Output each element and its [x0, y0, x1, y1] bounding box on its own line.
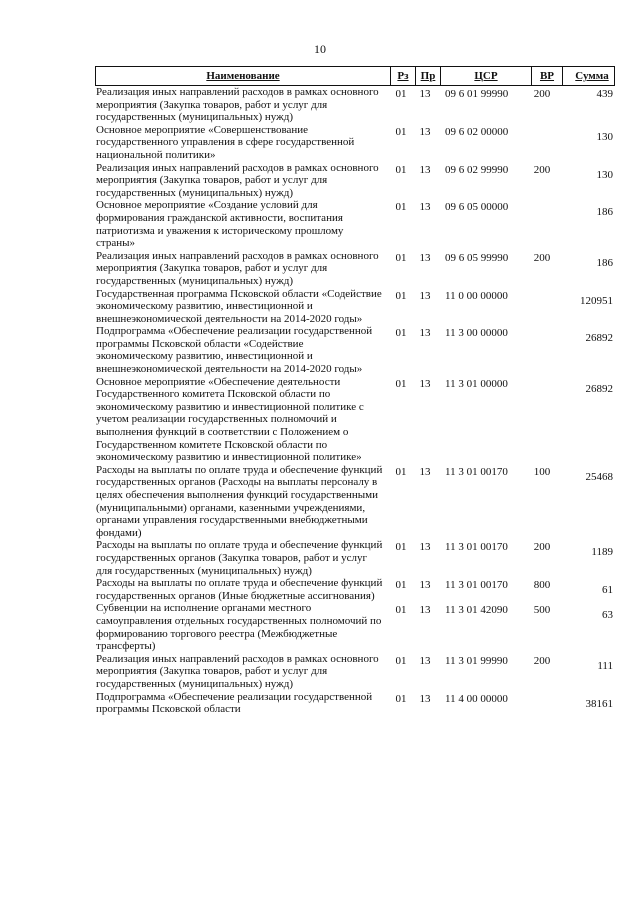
- row-sum: 26892: [585, 332, 613, 345]
- row-rz: 01: [395, 692, 407, 705]
- row-name: Основное мероприятие «Создание условий для формирования гражданской активности, воспитания патриотизма и уважения к историческому прошлому страны»: [96, 199, 344, 250]
- row-name: Субвенции на исполнение органами местного самоуправления отдельных государственных полномочий по формированию торгового реестра (Межбюджетные трансферты): [96, 602, 382, 653]
- row-rz: 01: [395, 377, 407, 390]
- header-vr: ВР: [532, 67, 563, 85]
- row-name: Основное мероприятие «Совершенствование государственного управления в сфере государственной национальной политики»: [96, 123, 355, 161]
- row-vr: [527, 288, 557, 326]
- table-row: [95, 691, 615, 716]
- row-sum: 61: [602, 584, 613, 597]
- table-row: [95, 325, 615, 375]
- header-rz: Рз: [391, 67, 416, 85]
- row-vr: [527, 325, 557, 375]
- row-name: Подпрограмма «Обеспечение реализации государственной программы Псковской области: [96, 690, 373, 716]
- row-rz: 01: [395, 163, 407, 176]
- row-sum: 38161: [585, 697, 613, 710]
- row-name: Подпрограмма «Обеспечение реализации государственной программы Псковской области «Содействие экономическому развитию, инвестиционной и внешнеэкономической деятельности на 2014-2020 годы»: [96, 325, 373, 376]
- row-sum: 63: [602, 609, 613, 622]
- row-csr: 11 3 01 99990: [445, 654, 508, 667]
- row-sum: 1189: [591, 546, 613, 559]
- row-vr: 100: [533, 465, 551, 478]
- table-row: [95, 288, 615, 326]
- row-sum: 186: [596, 206, 613, 219]
- row-csr: 11 3 01 00170: [445, 579, 508, 592]
- row-rz: 01: [395, 604, 407, 617]
- row-rz: 01: [395, 251, 407, 264]
- row-csr: 09 6 02 99990: [445, 163, 509, 176]
- row-name: Расходы на выплаты по оплате труда и обеспечение функций государственных органов (Расходы на выплаты персоналу в целях обеспечения выполнения функций государственными (муниципальными) органами, казенными учреждениями, органами управления государственными внебюджетными фондами): [96, 463, 383, 539]
- row-pr: 13: [419, 88, 431, 100]
- table-row: [95, 162, 615, 200]
- row-pr: 13: [419, 377, 431, 390]
- row-name: Государственная программа Псковской области «Содействие экономическому развитию, инвестиционной и внешнеэкономической деятельности на 2014-2020 годы»: [96, 287, 382, 325]
- row-vr: 200: [533, 251, 551, 264]
- row-vr: 200: [533, 541, 551, 554]
- header-csr: ЦСР: [441, 67, 532, 85]
- header-name: Наименование: [96, 67, 391, 85]
- row-pr: 13: [419, 163, 431, 176]
- row-sum: 26892: [585, 382, 613, 395]
- row-pr: 13: [419, 125, 431, 138]
- row-vr: 200: [533, 654, 551, 667]
- row-rz: 01: [395, 88, 407, 100]
- row-pr: 13: [419, 251, 431, 264]
- table-row: [95, 86, 615, 124]
- row-vr: 200: [533, 163, 551, 176]
- row-csr: 09 6 05 99990: [445, 251, 509, 264]
- row-sum: 25468: [585, 470, 613, 483]
- table-row: [95, 464, 615, 540]
- row-vr: 200: [533, 88, 551, 100]
- row-name: Основное мероприятие «Обеспечение деятельности Государственного комитета Псковской области по экономическому развитию и инвестиционной политике с учетом реализации государственных полномочий и выполнения функций в соответствии с Положением о Государственном комитете Псковской области по экономическому развитию и инвестиционной политике»: [96, 375, 364, 464]
- row-sum: 186: [596, 256, 613, 269]
- row-sum: 439: [596, 88, 613, 100]
- row-csr: 11 4 00 00000: [445, 692, 508, 705]
- row-vr: [527, 376, 557, 464]
- row-vr: 800: [533, 579, 551, 592]
- row-pr: 13: [419, 201, 431, 214]
- table-row: [95, 199, 615, 249]
- table-header: [95, 66, 615, 86]
- table-row: [95, 602, 615, 652]
- row-name: Реализация иных направлений расходов в рамках основного мероприятия (Закупка товаров, работ и услуг для государственных (муниципальных) нужд): [96, 652, 379, 690]
- table-row: [95, 376, 615, 464]
- row-vr: [527, 199, 557, 249]
- row-pr: 13: [419, 579, 431, 592]
- row-csr: 09 6 02 00000: [445, 125, 509, 138]
- row-csr: 11 3 01 00170: [445, 465, 508, 478]
- row-name: Реализация иных направлений расходов в рамках основного мероприятия (Закупка товаров, работ и услуг для государственных (муниципальных) нужд): [96, 249, 379, 287]
- table-row: [95, 539, 615, 577]
- row-rz: 01: [395, 654, 407, 667]
- table-row: [95, 653, 615, 691]
- row-csr: 11 3 01 00000: [445, 377, 508, 390]
- row-name: Расходы на выплаты по оплате труда и обеспечение функций государственных органов (Закупка товаров, работ и услуг для государственных (муниципальных) нужд): [96, 539, 383, 577]
- budget-table: [95, 66, 615, 716]
- row-vr: [527, 691, 557, 716]
- row-pr: 13: [419, 604, 431, 617]
- table-row: [95, 124, 615, 162]
- row-rz: 01: [395, 579, 407, 592]
- row-csr: 09 6 01 99990: [445, 88, 509, 100]
- row-sum: 130: [596, 168, 613, 181]
- row-sum: 111: [597, 659, 613, 672]
- row-rz: 01: [395, 289, 407, 302]
- row-rz: 01: [395, 465, 407, 478]
- table-row: [95, 250, 615, 288]
- row-rz: 01: [395, 125, 407, 138]
- row-pr: 13: [419, 654, 431, 667]
- row-pr: 13: [419, 692, 431, 705]
- page-number: 10: [314, 42, 326, 56]
- header-sum: Сумма: [575, 70, 609, 82]
- row-rz: 01: [395, 201, 407, 214]
- row-csr: 09 6 05 00000: [445, 201, 509, 214]
- row-pr: 13: [419, 327, 431, 340]
- table-body: [95, 86, 615, 716]
- row-name: Реализация иных направлений расходов в рамках основного мероприятия (Закупка товаров, работ и услуг для государственных (муниципальных) нужд): [96, 161, 379, 199]
- row-vr: 500: [533, 604, 551, 617]
- table-row: [95, 577, 615, 602]
- row-pr: 13: [419, 289, 431, 302]
- row-vr: [527, 124, 557, 162]
- row-sum: 130: [596, 130, 613, 143]
- row-name: Реализация иных направлений расходов в рамках основного мероприятия (Закупка товаров, работ и услуг для государственных (муниципальных) нужд): [96, 86, 379, 124]
- row-rz: 01: [395, 541, 407, 554]
- row-sum: 120951: [580, 294, 613, 307]
- row-name: Расходы на выплаты по оплате труда и обеспечение функций государственных органов (Иные бюджетные ассигнования): [96, 577, 383, 602]
- row-csr: 11 0 00 00000: [445, 289, 508, 302]
- header-pr: Пр: [416, 67, 441, 85]
- row-csr: 11 3 01 42090: [445, 604, 508, 617]
- row-pr: 13: [419, 541, 431, 554]
- row-csr: 11 3 01 00170: [445, 541, 508, 554]
- row-csr: 11 3 00 00000: [445, 327, 508, 340]
- row-pr: 13: [419, 465, 431, 478]
- row-rz: 01: [395, 327, 407, 340]
